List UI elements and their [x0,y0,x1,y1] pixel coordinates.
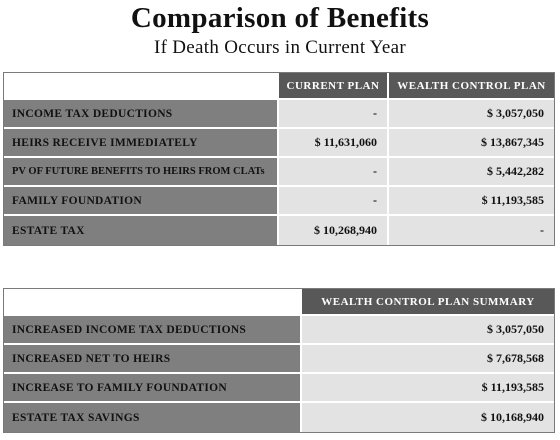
row-label: INCREASED INCOME TAX DEDUCTIONS [4,316,302,345]
table-row [4,403,554,432]
row-label: FAMILY FOUNDATION [4,187,279,216]
row-label: ESTATE TAX [4,216,279,245]
wealth-plan-value: - [389,216,554,245]
wealth-plan-value: $ 11,193,585 [389,187,554,216]
current-plan-value: - [279,100,389,129]
page-title: Comparison of Benefits [130,2,430,34]
row-label: ESTATE TAX SAVINGS [4,403,302,432]
header-current-plan: CURRENT PLAN [279,73,389,100]
header-blank-cell [4,289,302,316]
row-label: PV OF FUTURE BENEFITS TO HEIRS FROM CLATs [4,158,279,187]
summary-header-row [4,289,554,316]
header-blank-cell [4,73,279,100]
current-plan-value: - [279,158,389,187]
page-subtitle: If Death Occurs in Current Year [153,37,406,58]
header-wealth-control-plan: WEALTH CONTROL PLAN [389,73,554,100]
row-label: HEIRS RECEIVE IMMEDIATELY [4,129,279,158]
row-label: INCREASE TO FAMILY FOUNDATION [4,374,302,403]
wealth-plan-value: $ 3,057,050 [389,100,554,129]
wealth-plan-value: $ 13,867,345 [389,129,554,158]
table-row [4,345,554,374]
summary-table [3,288,555,433]
wealth-plan-value: $ 5,442,282 [389,158,554,187]
comparison-table [3,72,555,246]
table-row [4,129,554,158]
summary-value: $ 3,057,050 [302,316,554,345]
current-plan-value: $ 10,268,940 [279,216,389,245]
row-label: INCREASED NET TO HEIRS [4,345,302,374]
table-row [4,316,554,345]
current-plan-value: $ 11,631,060 [279,129,389,158]
summary-value: $ 11,193,585 [302,374,554,403]
table-row [4,100,554,129]
table-row [4,216,554,245]
row-label: INCOME TAX DEDUCTIONS [4,100,279,129]
summary-value: $ 10,168,940 [302,403,554,432]
table-row [4,187,554,216]
table-row [4,374,554,403]
current-plan-value: - [279,187,389,216]
table-row [4,158,554,187]
header-plan-summary: WEALTH CONTROL PLAN SUMMARY [302,289,554,316]
comparison-header-row [4,73,554,100]
summary-value: $ 7,678,568 [302,345,554,374]
